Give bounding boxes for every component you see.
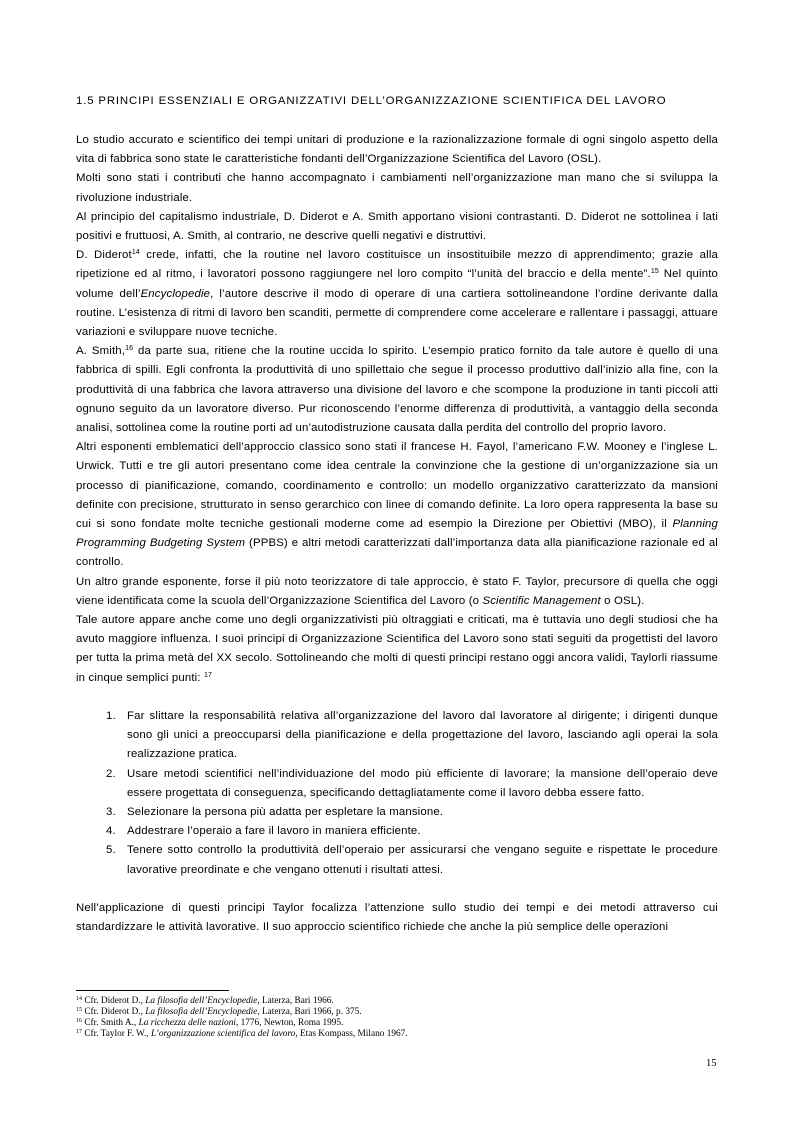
- paragraph-6: Altri esponenti emblematici dell’approccio classico sono stati il francese H. Fayol, l’americano F.W. Mooney e l’inglese L. Urwick. Tutti e tre gli autori presentano come idea centrale la convinzione che la gestione di un’organizzazione sia un processo di pianificazione, comando, coordinamento e controllo: un modello organizzativo caratterizzato da mansioni definite con precisione, strutturato in senso gerarchico con linee di comando definite. La loro opera rappresenta la base su cui si sono fondate molte tecniche gestionali moderne come ad esempio la Direzione per Obiettivi (MBO), il Planning Programming Budgeting System (PPBS) e altri metodi caratterizzati dall’importanza data alla pianificazione razionale ed al controllo.: [76, 441, 718, 569]
- page-number: 15: [706, 1058, 717, 1069]
- list-item: 4. Addestrare l’operaio a fare il lavoro in maniera efficiente.: [76, 822, 718, 841]
- paragraph-8: Tale autore appare anche come uno degli organizzativisti più oltraggiati e criticati, ma è tuttavia uno degli studiosi che ha avuto maggiore influenza. I suoi principi di Organizzazione Scientifica del Lavoro sono stati seguiti da progettisti del lavoro per tutta la prima metà del XX secolo. Sottolineando che molti di questi principi restano oggi ancora validi, Taylorli riassume in cinque semplici punti: $^{17}$: [76, 614, 718, 684]
- footnote-ref-14[interactable]: 14: [131, 249, 140, 257]
- footnote-ref-15[interactable]: 15: [650, 268, 659, 276]
- body-text: [76, 131, 718, 937]
- paragraph-7: Un altro grande esponente, forse il più noto teorizzatore di tale approccio, è stato F. Taylor, precursore di quella che oggi viene identificata come la scuola dell’Organizzazione Scientifica del Lavoro (o Scientific Management o OSL).: [76, 575, 718, 607]
- footnote-divider: [76, 990, 229, 991]
- list-number: 1.: [106, 709, 116, 722]
- section-heading: 1.5 PRINCIPI ESSENZIALI E ORGANIZZATIVI DELL’ORGANIZZAZIONE SCIENTIFICA DEL LAVORO: [76, 95, 667, 107]
- paragraph-5: A. Smith,$^{16}$ da parte sua, ritiene che la routine uccida lo spirito. L’esempio pratico fornito da tale autore è quello di una fabbrica di spilli. Egli confronta la produttività di uno spillettaio che segue il processo produttivo dall’inizio alla fine, con la produttività di una fabbrica che lavora attraverso una divisione del lavoro e che scompone la produzione in tanti piccoli atti ognuno seguito da un lavoratore diverso. Pur riconoscendo l’enorme differenza di produttività, a vantaggio della seconda analisi, sottolinea come la routine porti ad un’autodistruzione causata dalla perdita del controllo del proprio lavoro.: [76, 345, 719, 435]
- list-number: 2.: [106, 767, 116, 780]
- list-item: 2. Usare metodi scientifici nell’individuazione del modo più efficiente di lavorare; la mansione dell’operaio deve essere progettata di conseguenza, specificando dettagliatamente come il lavoro debba essere fatto.: [76, 765, 718, 803]
- numbered-list: [76, 707, 718, 880]
- paragraph-1: Lo studio accurato e scientifico dei tempi unitari di produzione e la razionalizzazione formale di ogni singolo aspetto della vita di fabbrica sono state le caratteristiche fondanti dell’Organizzazione Scientifica del Lavoro (OSL).: [76, 134, 718, 166]
- paragraph-2: Molti sono stati i contributi che hanno accompagnato i cambiamenti nell’organizzazione man mano che si sviluppa la rivoluzione industriale.: [76, 172, 718, 204]
- list-number: 4.: [106, 825, 116, 838]
- list-item: 5. Tenere sotto controllo la produttività dell’operaio per assicurarsi che vengano seguite e rispettate le procedure lavorative preordinate e che vengano ottenuti i risultati attesi.: [76, 841, 718, 879]
- footnotes: [76, 996, 716, 1040]
- list-item: 3. Selezionare la persona più adatta per espletare la mansione.: [76, 803, 718, 822]
- list-item: 1. Far slittare la responsabilità relativa all’organizzazione del lavoro dal lavoratore al dirigente; i dirigenti dunque sono gli unici a preoccuparsi della pianificazione e della progettazione del lavoro, lasciando agli operai la sola realizzazione pratica.: [76, 707, 718, 765]
- list-number: 3.: [106, 805, 116, 818]
- footnote-ref-17[interactable]: 17: [204, 671, 213, 679]
- list-number: 5.: [106, 844, 116, 857]
- footnote-15: $^{15}$ Cfr. Diderot D., La filosofia dell’Encyclopedie, Laterza, Bari 1966, p. 375.: [76, 1007, 362, 1017]
- footnote-16: $^{16}$ Cfr. Smith A., La ricchezza delle nazioni, 1776, Newton, Roma 1995.: [76, 1018, 344, 1028]
- paragraph-4: D. Diderot$^{14}$ crede, infatti, che la routine nel lavoro costituisce un insostituibile mezzo di apprendimento; grazie alla ripetizione ed al ritmo, i lavoratori possono raggiungere nel loro compito “l’unità del braccio e della mente”.$^{15}$ Nel quinto volume dell’Encyclopedie, l’autore descrive il modo di operare di una cartiera sottolineandone l’ordine derivante dalla routine. L’esistenza di ritmi di lavoro ben scanditi, permette di comprendere come accelerare e rallentare i passaggi, attuare variazioni e sviluppare nuove tecniche.: [76, 249, 719, 339]
- paragraph-3: Al principio del capitalismo industriale, D. Diderot e A. Smith apportano visioni contrastanti. D. Diderot ne sottolinea i lati positivi e fruttuosi, A. Smith, al contrario, ne descrive quelli negativi e distruttivi.: [76, 210, 718, 243]
- footnote-ref-16[interactable]: 16: [125, 345, 134, 353]
- footnote-14: $^{14}$ Cfr. Diderot D., La filosofia dell’Encyclopedie, Laterza, Bari 1966.: [76, 996, 334, 1006]
- paragraph-9: Nell’applicazione di questi principi Taylor focalizza l’attenzione sullo studio dei tempi e dei metodi attraverso cui standardizzare le attività lavorative. Il suo approccio scientifico richiede che anche la più semplice delle operazioni: [76, 901, 718, 933]
- footnote-17: $^{17}$ Cfr. Taylor F. W., L’organizzazione scientifica del lavoro, Etas Kompass, Milano 1967.: [76, 1029, 408, 1039]
